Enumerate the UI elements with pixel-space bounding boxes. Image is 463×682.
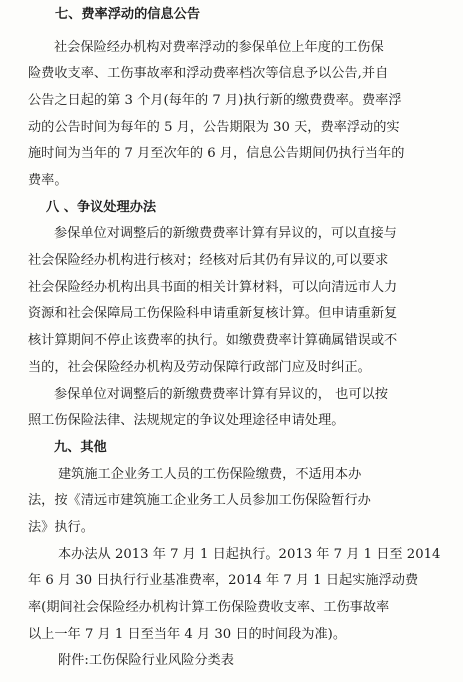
section-7-line-3: 公告之日起的第 3 个月(每年的 7 月)执行新的缴费费率。费率浮 <box>28 93 402 108</box>
section-9-p2-line-2: 年 6 月 30 日执行行业基准费率，2014 年 7 月 1 日起实施浮动费 <box>28 573 419 588</box>
section-7-line-2: 险费收支率、工伤事故率和浮动费率档次等信息予以公告,并自 <box>28 66 389 81</box>
section-8-p2-line-2: 照工伤保险法律、法规规定的争议处理途径申请处理。 <box>28 413 345 428</box>
section-7-line-4: 动的公告时间为每年的 5 月，公告期限为 30 天，费率浮动的实 <box>28 120 400 135</box>
section-9-p1-line-1: 建筑施工企业务工人员的工伤保险缴费，不适用本办 <box>58 467 362 482</box>
section-7-line-6: 费率。 <box>28 173 68 188</box>
section-7-line-1: 社会保险经办机构对费率浮动的参保单位上年度的工伤保 <box>54 40 384 55</box>
section-9-p2-line-4: 以上一年 7 月 1 日至当年 4 月 30 日的时间段为准)。 <box>28 627 347 642</box>
section-7-line-5: 施时间为当年的 7 月至次年的 6 月，信息公告期间仍执行当年的 <box>28 146 405 161</box>
section-8-p1-line-6: 当的，社会保险经办机构及劳动保障行政部门应及时纠正。 <box>28 360 371 375</box>
section-8-heading: 八 、争议处理办法 <box>46 200 157 215</box>
section-8-p1-line-4: 资源和社会保障局工伤保险科申请重新复核计算。但申请重新复 <box>28 306 398 321</box>
section-8-p2-line-1: 参保单位对调整后的新缴费费率计算有异议的， 也可以按 <box>54 387 388 402</box>
section-9-p2-line-3: 率(期间社会保险经办机构计算工伤保险费收支率、工伤事故率 <box>28 600 390 615</box>
attachment-line: 附件:工伤保险行业风险分类表 <box>58 653 234 668</box>
section-8-p1-line-1: 参保单位对调整后的新缴费费率计算有异议的，可以直接与 <box>54 226 397 241</box>
section-9-p1-line-3: 法》执行。 <box>28 520 94 535</box>
section-9-p1-line-2: 法，按《清远市建筑施工企业务工人员参加工伤保险暂行办 <box>28 493 371 508</box>
section-8-p1-line-5: 核计算期间不停止该费率的执行。如缴费费率计算确属错误或不 <box>28 333 398 348</box>
section-8-p1-line-2: 社会保险经办机构进行核对；经核对后其仍有异议的,可以要求 <box>28 253 389 268</box>
section-7-heading: 七、费率浮动的信息公告 <box>55 7 201 22</box>
section-8-p1-line-3: 社会保险经办机构出具书面的相关计算材料，可以向清远市人力 <box>28 280 398 295</box>
section-9-heading: 九、其他 <box>54 440 107 455</box>
section-9-p2-line-1: 本办法从 2013 年 7 月 1 日起执行。2013 年 7 月 1 日至 2014 <box>58 547 441 562</box>
